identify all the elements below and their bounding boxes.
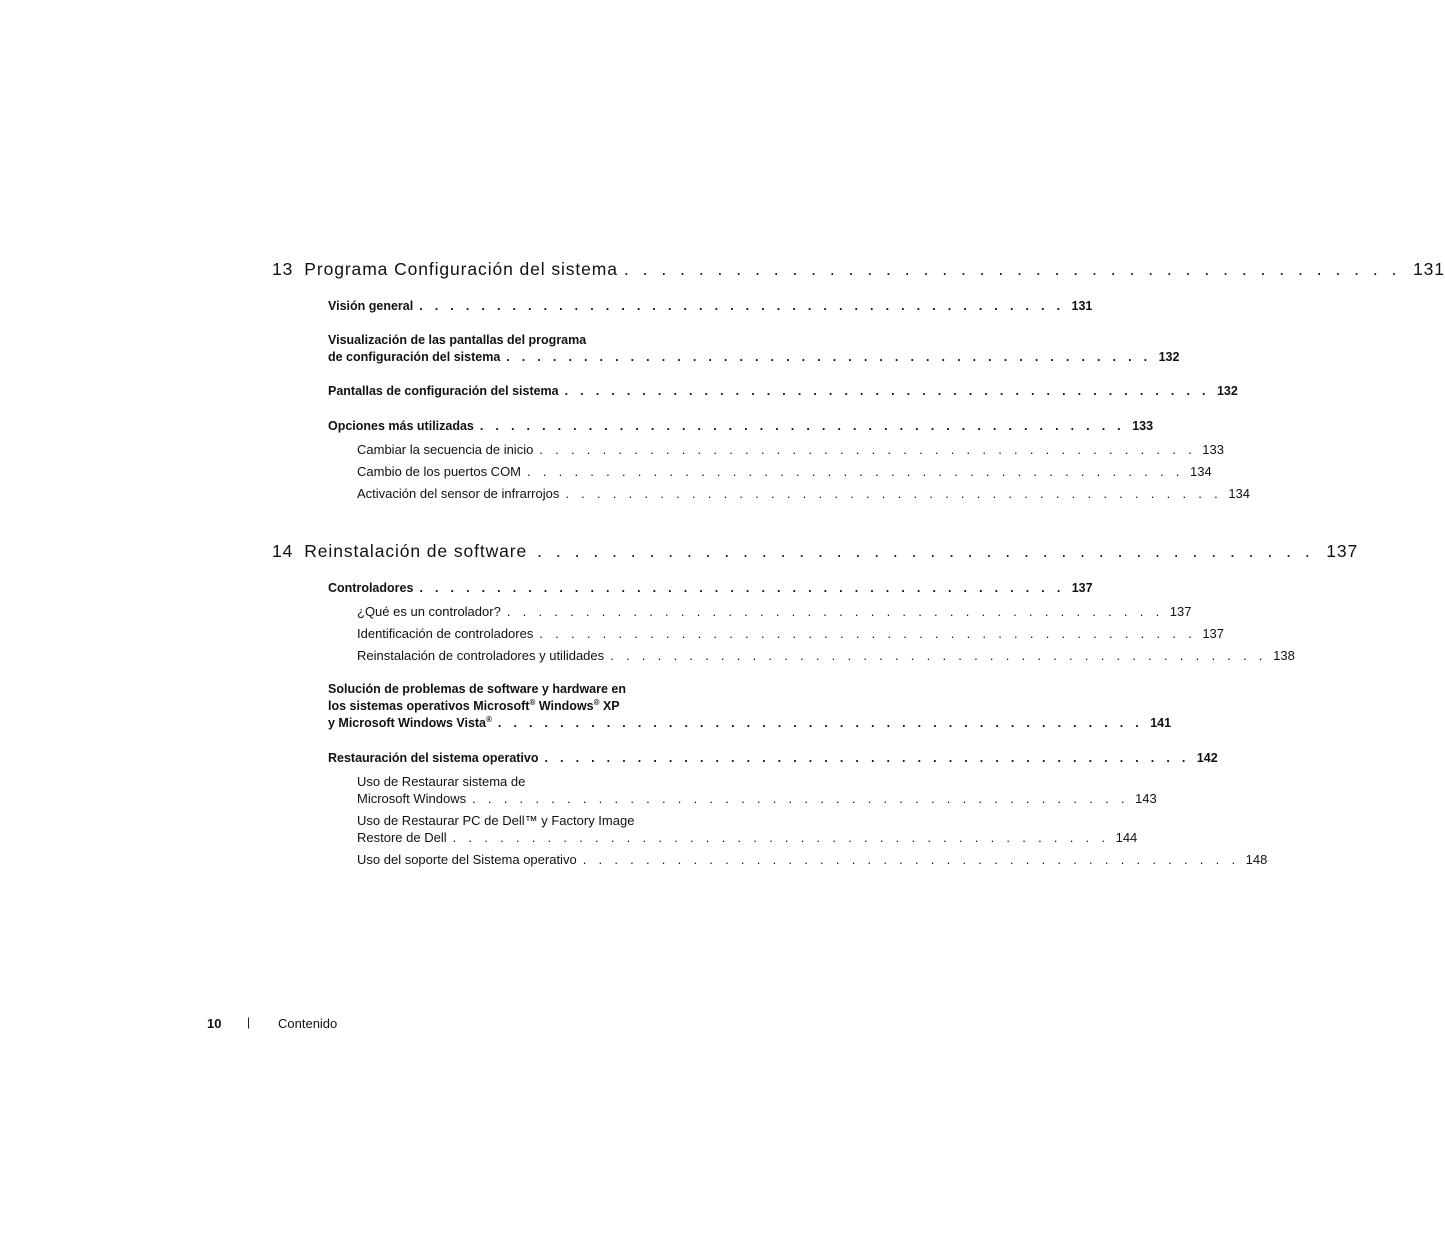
chapter-title: Programa Configuración del sistema — [304, 259, 618, 279]
chapter-title: Reinstalación de software — [304, 541, 528, 561]
footer-section-name: Contenido — [278, 1016, 338, 1031]
entry-page: 144 — [1115, 830, 1138, 845]
entry-page: 132 — [1158, 350, 1180, 364]
toc-subentry[interactable] — [357, 648, 1295, 663]
toc-subentry[interactable] — [357, 486, 1251, 501]
toc-subentry[interactable] — [357, 852, 1268, 867]
leader-dots: . . . . . . . . . . . . . . . . . . . . . . . . . . . . . . . . . . . . . . . . . . — [527, 464, 1184, 479]
toc-subentry[interactable] — [357, 604, 1192, 619]
entry-title-line1: Solución de problemas de software y hardware en — [328, 682, 626, 696]
entry-title: Reinstalación de controladores y utilidades — [357, 648, 605, 663]
entry-title-line2: los sistemas operativos Microsoft® Windows® XP — [328, 697, 620, 713]
entry-title: de configuración del sistema — [328, 350, 501, 364]
footer-separator: | — [247, 1015, 251, 1029]
leader-dots: . . . . . . . . . . . . . . . . . . . . . . . . . . . . . . . . . . . . . . . . . . — [610, 648, 1267, 663]
entry-page: 133 — [1132, 419, 1154, 433]
chapter-number: 13 — [272, 259, 294, 279]
registered-mark: ® — [593, 697, 600, 707]
toc-entry[interactable] — [328, 581, 1093, 595]
entry-page: 138 — [1273, 648, 1295, 663]
entry-title: Restore de Dell — [357, 830, 447, 845]
entry-title: Uso del soporte del Sistema operativo — [357, 852, 577, 867]
entry-title: Identificación de controladores — [357, 626, 534, 641]
toc-subentry[interactable] — [357, 791, 1157, 806]
leader-dots: . . . . . . . . . . . . . . . . . . . . . . . . . . . . . . . . . . . . . . . . . . — [497, 716, 1144, 730]
leader-dots: . . . . . . . . . . . . . . . . . . . . . . . . . . . . . . . . . . . . . . . . . . — [623, 259, 1401, 279]
entry-title: Cambio de los puertos COM — [357, 464, 522, 479]
entry-title: y Microsoft Windows Vista® — [328, 714, 492, 730]
entry-title: Restauración del sistema operativo — [328, 751, 539, 765]
chapter-13-heading — [272, 259, 1445, 280]
entry-page: 141 — [1150, 716, 1172, 730]
entry-title: Activación del sensor de infrarrojos — [357, 486, 560, 501]
toc-entry[interactable] — [328, 350, 1180, 364]
toc-subentry[interactable] — [357, 830, 1138, 845]
entry-title-line1: Uso de Restaurar PC de Dell™ y Factory Image — [357, 813, 635, 828]
toc-subentry[interactable] — [357, 464, 1212, 479]
leader-dots: . . . . . . . . . . . . . . . . . . . . . . . . . . . . . . . . . . . . . . . . . . — [564, 384, 1210, 398]
entry-page: 132 — [1216, 384, 1238, 398]
chapter-number: 14 — [272, 541, 294, 561]
toc-entry[interactable] — [328, 299, 1093, 313]
leader-dots: . . . . . . . . . . . . . . . . . . . . . . . . . . . . . . . . . . . . . . . . . . — [544, 751, 1190, 765]
chapter-page: 131 — [1412, 259, 1445, 279]
entry-title: Pantallas de configuración del sistema — [328, 384, 559, 398]
entry-page: 148 — [1245, 852, 1268, 867]
leader-dots: . . . . . . . . . . . . . . . . . . . . . . . . . . . . . . . . . . . . . . . . . . — [452, 830, 1110, 845]
entry-title-line1: Uso de Restaurar sistema de — [357, 774, 526, 789]
entry-page: 131 — [1071, 299, 1093, 313]
leader-dots: . . . . . . . . . . . . . . . . . . . . . . . . . . . . . . . . . . . . . . . . . . — [537, 541, 1315, 561]
entry-page: 137 — [1202, 626, 1225, 641]
leader-dots: . . . . . . . . . . . . . . . . . . . . . . . . . . . . . . . . . . . . . . . . . . — [582, 852, 1240, 867]
leader-dots: . . . . . . . . . . . . . . . . . . . . . . . . . . . . . . . . . . . . . . . . . . — [565, 486, 1223, 501]
entry-page: 134 — [1190, 464, 1212, 479]
leader-dots: . . . . . . . . . . . . . . . . . . . . . . . . . . . . . . . . . . . . . . . . . . — [506, 604, 1164, 619]
toc-entry[interactable] — [328, 384, 1238, 398]
toc-subentry[interactable] — [357, 626, 1225, 641]
entry-title: Controladores — [328, 581, 414, 595]
leader-dots: . . . . . . . . . . . . . . . . . . . . . . . . . . . . . . . . . . . . . . . . . . — [539, 626, 1197, 641]
entry-title: Microsoft Windows — [357, 791, 467, 806]
chapter-page: 137 — [1326, 541, 1359, 561]
entry-title: Visión general — [328, 299, 414, 313]
entry-title: Cambiar la secuencia de inicio — [357, 442, 534, 457]
entry-page: 137 — [1071, 581, 1093, 595]
chapter-14-heading — [272, 541, 1359, 562]
toc-entry[interactable] — [328, 419, 1154, 433]
entry-page: 133 — [1202, 442, 1224, 457]
toc-entry[interactable] — [328, 751, 1218, 765]
registered-mark: ® — [529, 697, 536, 707]
entry-page: 137 — [1169, 604, 1192, 619]
leader-dots: . . . . . . . . . . . . . . . . . . . . . . . . . . . . . . . . . . . . . . . . . . — [419, 581, 1065, 595]
footer-page-number: 10 — [207, 1016, 222, 1031]
entry-page: 134 — [1228, 486, 1251, 501]
leader-dots: . . . . . . . . . . . . . . . . . . . . . . . . . . . . . . . . . . . . . . . . . . — [472, 791, 1129, 806]
toc-entry[interactable] — [328, 714, 1172, 730]
leader-dots: . . . . . . . . . . . . . . . . . . . . . . . . . . . . . . . . . . . . . . . . . . — [506, 350, 1152, 364]
leader-dots: . . . . . . . . . . . . . . . . . . . . . . . . . . . . . . . . . . . . . . . . . . — [419, 299, 1065, 313]
entry-title-line1: Visualización de las pantallas del programa — [328, 333, 587, 347]
leader-dots: . . . . . . . . . . . . . . . . . . . . . . . . . . . . . . . . . . . . . . . . . . — [539, 442, 1196, 457]
entry-page: 142 — [1196, 751, 1218, 765]
entry-title: ¿Qué es un controlador? — [357, 604, 501, 619]
registered-mark: ® — [486, 714, 492, 724]
leader-dots: . . . . . . . . . . . . . . . . . . . . . . . . . . . . . . . . . . . . . . . . . . — [479, 419, 1126, 433]
entry-page: 143 — [1135, 791, 1157, 806]
entry-title: Opciones más utilizadas — [328, 419, 474, 433]
toc-subentry[interactable] — [357, 442, 1224, 457]
